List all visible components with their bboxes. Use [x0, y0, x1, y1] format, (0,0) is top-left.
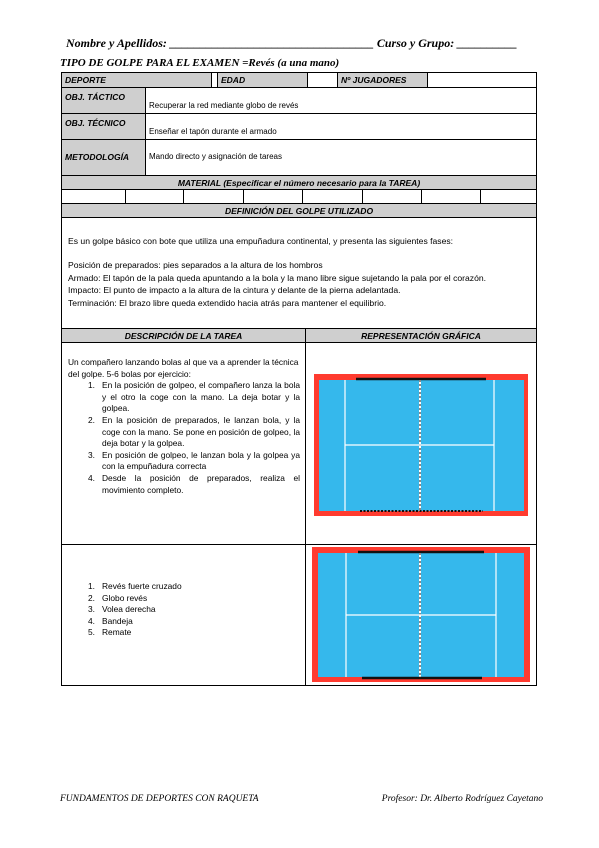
tarea-2-description: [62, 545, 306, 685]
list-item: [82, 581, 300, 593]
definicion-intro: Es un golpe básico con bote que utiliza una empuñadura continental, y presenta las siguientes fases:: [68, 236, 454, 246]
item-text: Volea derecha: [102, 604, 156, 615]
item-number: 1.: [88, 380, 95, 391]
representacion-title: REPRESENTACIÓN GRÁFICA: [306, 329, 536, 343]
padel-court-diagram-2: [306, 545, 536, 685]
jugadores-label: Nº JUGADORES: [337, 73, 427, 88]
edad-value[interactable]: [307, 73, 337, 88]
definicion-title: DEFINICIÓN DEL GOLPE UTILIZADO: [62, 204, 536, 218]
item-text: Revés fuerte cruzado: [102, 581, 182, 591]
list-item: [82, 380, 300, 415]
material-divider: [243, 190, 244, 204]
material-divider: [421, 190, 422, 204]
obj-tecnico-value: Enseñar el tapón durante el armado: [146, 114, 536, 140]
footer-professor: Profesor: Dr. Alberto Rodríguez Cayetano: [381, 794, 543, 804]
list-item: [82, 616, 300, 628]
material-cells: [62, 190, 536, 204]
item-number: 4.: [88, 472, 95, 483]
item-number: 2.: [88, 592, 95, 603]
item-text: En posición de golpeo, le lanzan bola y la golpea ya con la empuñadura correcta: [102, 449, 300, 472]
tarea-1-list: [68, 380, 300, 496]
obj-tactico-value: Recuperar la red mediante globo de revés: [146, 88, 536, 114]
fase-impacto: Impacto: El punto de impacto a la altura de la cintura y delante de la pierna adelantada.: [68, 285, 401, 296]
exam-form: [61, 72, 537, 686]
item-text: Desde la posición de preparados, realiza el movimiento completo.: [102, 472, 300, 495]
deporte-label: DEPORTE: [62, 73, 211, 88]
obj-tactico-label: OBJ. TÁCTICO: [62, 88, 146, 114]
item-number: 1.: [88, 581, 95, 591]
list-item: [82, 473, 300, 496]
item-number: 2.: [88, 414, 95, 425]
item-text: Bandeja: [102, 615, 133, 626]
tarea-1-description: [62, 343, 306, 545]
padel-court-diagram-1: [306, 343, 536, 545]
material-divider: [183, 190, 184, 204]
item-number: 4.: [88, 615, 95, 626]
item-text: Remate: [102, 627, 132, 638]
list-item: [82, 593, 300, 605]
material-divider: [480, 190, 481, 204]
fase-armado: Armado: El tapón de la pala queda apuntando a la bola y la mano libre sigue sujetando la pala por el corazón.: [68, 272, 487, 283]
tarea-2-graphic: [306, 545, 536, 685]
fase-preparados: Posición de preparados: pies separados a la altura de los hombros: [68, 260, 323, 271]
item-text: En la posición de golpeo, el compañero lanza la bola y el otro la coge con la mano. La deja botar y la golpea.: [102, 380, 300, 414]
item-number: 5.: [88, 627, 95, 638]
list-item: [82, 415, 300, 450]
student-header-line: Nombre y Apellidos: __________________________________ Curso y Grupo: __________: [66, 36, 518, 50]
item-text: En la posición de preparados, le lanzan bola, y la coge con la mano. Se pone en posición de golpeo, la deja botar y la golpea.: [102, 414, 300, 449]
jugadores-value[interactable]: [427, 73, 536, 88]
material-divider: [302, 190, 303, 204]
edad-label: EDAD: [217, 73, 307, 88]
item-text: Globo revés: [102, 592, 148, 603]
material-divider: [362, 190, 363, 204]
metodologia-value: Mando directo y asignación de tareas: [146, 140, 536, 176]
list-item: [82, 627, 300, 639]
item-number: 3.: [88, 449, 95, 460]
item-number: 3.: [88, 604, 95, 615]
tarea-1-intro: Un compañero lanzando bolas al que va a aprender la técnica del golpe. 5-6 bolas por ejercicio:: [68, 357, 299, 379]
tarea-1-graphic: [306, 343, 536, 545]
fase-terminacion: Terminación: El brazo libre queda extendido hacia atrás para mantener el equilibrio.: [68, 297, 387, 308]
descripcion-title: DESCRIPCIÓN DE LA TAREA: [62, 329, 306, 343]
tarea-2-list: [68, 581, 300, 639]
definicion-body: [62, 218, 536, 329]
list-item: [82, 604, 300, 616]
material-title: MATERIAL (Especificar el número necesario para la TAREA): [62, 176, 536, 190]
tipo-golpe-title: TIPO DE GOLPE PARA EL EXAMEN =Revés (a una mano): [60, 57, 340, 69]
obj-tecnico-label: OBJ. TÉCNICO: [62, 114, 146, 140]
list-item: [82, 450, 300, 473]
footer-course: FUNDAMENTOS DE DEPORTES CON RAQUETA: [60, 794, 259, 804]
material-divider: [125, 190, 126, 204]
metodologia-label: METODOLOGÍA: [62, 140, 146, 176]
